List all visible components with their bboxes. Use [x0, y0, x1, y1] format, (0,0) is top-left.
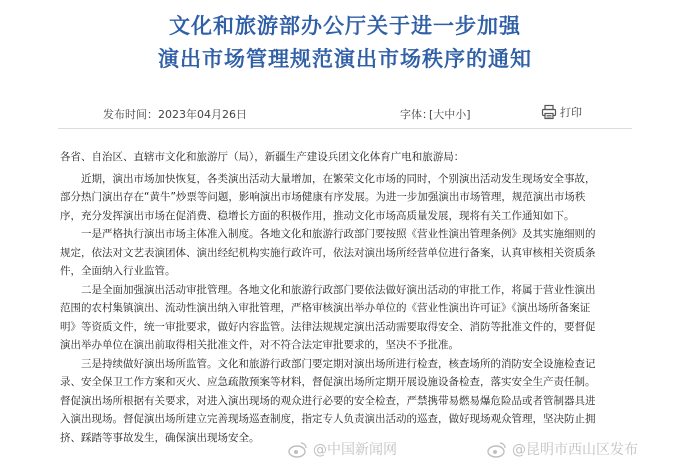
paragraph-line: 督促演出场所根据有关要求，对进入演出现场的观众进行必要的安全检查，严禁携带易燃易爆危险品或者管制器具进 — [60, 394, 596, 407]
print-button[interactable] — [541, 103, 621, 121]
title-line-1: 文化和旅游部办公厅关于进一步加强 — [169, 14, 521, 38]
notice-body — [60, 148, 690, 447]
printer-icon — [541, 104, 557, 120]
publish-label: 发布时间： — [103, 108, 158, 121]
watermark-text: @昆明市西山区发布 — [512, 442, 638, 458]
weibo-icon — [288, 441, 308, 458]
paragraph-line: 近期，演出市场加快恢复，各类演出活动大量增加，在繁荣文化市场的同时，个别演出活动发生现场安全事故， — [81, 172, 596, 185]
weibo-icon — [487, 441, 507, 458]
watermark-text: @中国新闻网 — [313, 442, 397, 458]
header-divider — [58, 128, 632, 129]
watermark-xishan — [487, 439, 638, 459]
watermark-chinanews — [288, 439, 397, 459]
paragraph-line: 规定，依法对文艺表演团体、演出经纪机构实施行政许可，依法对演出场所经营单位进行备案，认真审核相关资质条 — [60, 246, 596, 259]
paragraph-line: 录、安全保卫工作方案和灭火、应急疏散预案等材料，督促演出场所定期开展设施设备检查，落实安全生产责任制。 — [60, 376, 596, 388]
paragraph-line: 序，充分发挥演出市场在促消费、稳增长方面的积极作用，推动文化市场高质量发展，现将有关工作通知如下。 — [60, 209, 575, 222]
paragraph-line: 演出举办单位在演出前取得相关批准文件，对不符合法定审批要求的，坚决不予批准。 — [60, 339, 459, 351]
paragraph-line: 入演出现场。督促演出场所建立完善现场巡查制度，指定专人负责演出活动的巡查，做好现场观众管理，坚决防止拥 — [60, 413, 596, 425]
print-label: 打印 — [560, 106, 582, 119]
paragraph-line: 明》等资质文件，统一审批要求，做好内容监管。法律法规规定演出活动需要取得安全、消防等批准文件的，要督促 — [60, 320, 596, 333]
paragraph-line: 部分热门演出存在“黄牛”炒票等问题，影响演出市场健康有序发展。为进一步加强演出市场管理，规范演出市场秩 — [60, 191, 586, 203]
title-line-2: 演出市场管理规范演出市场秩序的通知 — [158, 47, 532, 71]
paragraph-line: 一是严格执行演出市场主体准入制度。各地文化和旅游行政部门要按照《营业性演出管理条例》及其实施细则的 — [81, 228, 596, 240]
paragraph-line: 二是全面加强演出活动审批管理。各地文化和旅游行政部门要依法做好演出活动的审批工作，将属于营业性演出 — [81, 283, 596, 296]
publish-date: 2023年04月26日 — [158, 108, 247, 121]
paragraph-line: 范围的农村集镇演出、流动性演出纳入审批管理，严格审核演出举办单位的《营业性演出许可证》《演出场所备案证 — [60, 302, 591, 314]
font-size-selector[interactable]: [大中小] — [429, 108, 471, 121]
paragraph-line: 挤、踩踏等事故发生，确保演出现场安全。 — [60, 431, 260, 444]
salutation: 各省、自治区、直辖市文化和旅游厅（局），新疆生产建设兵团文化体育广电和旅游局： — [60, 151, 465, 163]
paragraph-line: 件，全面纳入行业监管。 — [60, 265, 176, 277]
font-label: 字体： — [400, 108, 433, 121]
paragraph-line: 三是持续做好演出场所监管。文化和旅游行政部门要定期对演出场所进行检查，核查场所的消防安全设施检查记 — [81, 357, 596, 370]
